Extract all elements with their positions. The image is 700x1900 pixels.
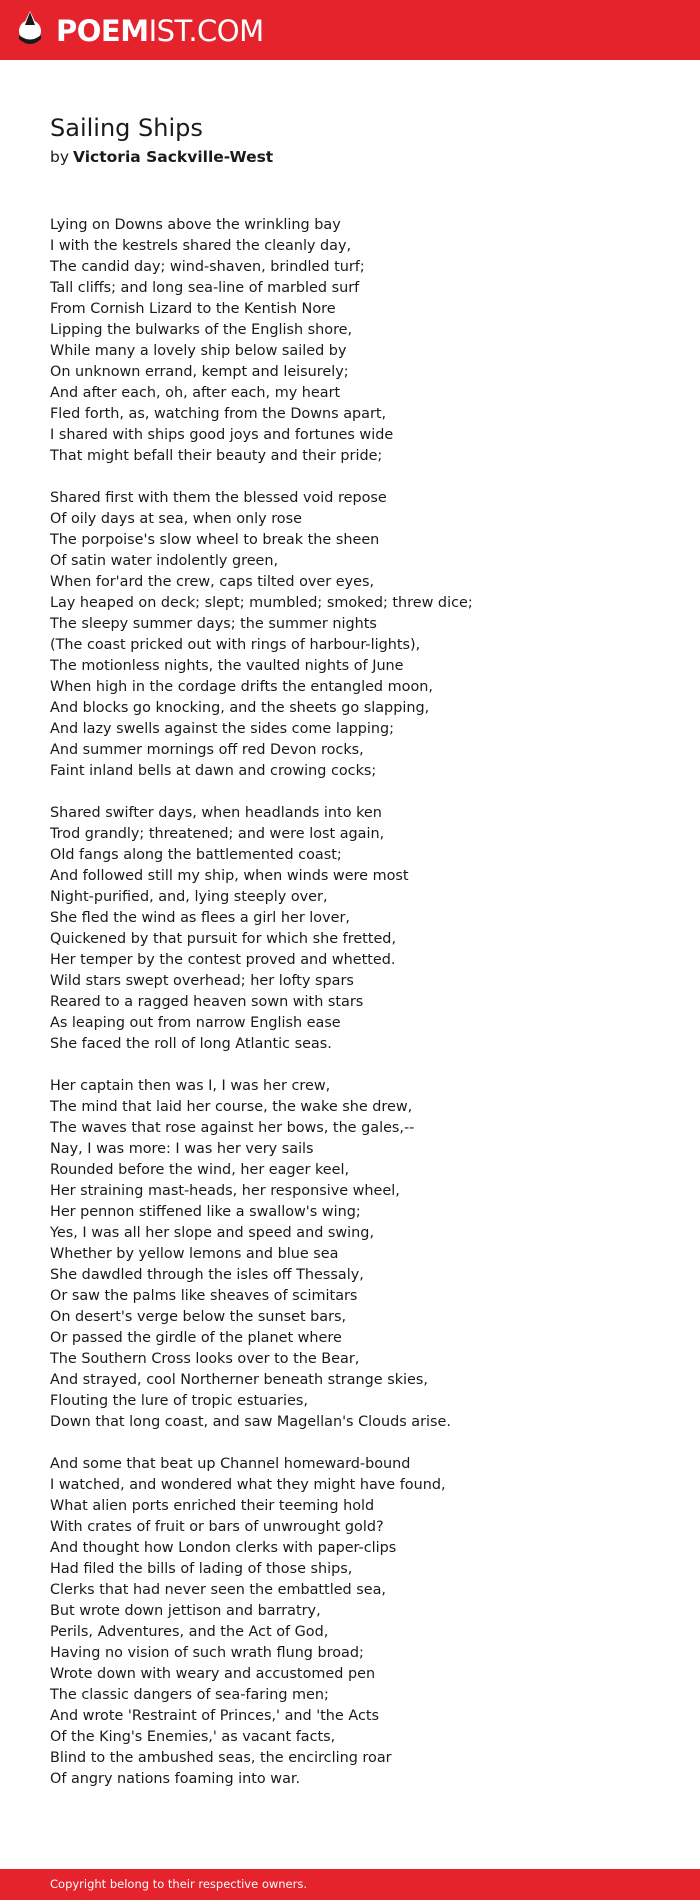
poem-line: The porpoise's slow wheel to break the sheen: [50, 532, 380, 548]
poem-line: Quickened by that pursuit for which she fretted,: [50, 931, 397, 947]
copyright-notice: Copyright belong to their respective owners.: [50, 1877, 308, 1891]
poem-line: And wrote 'Restraint of Princes,' and 'the Acts: [50, 1708, 380, 1724]
poem-line: And blocks go knocking, and the sheets go slapping,: [50, 700, 430, 716]
poem-line: The mind that laid her course, the wake she drew,: [50, 1099, 413, 1115]
poem-line: And lazy swells against the sides come lapping;: [50, 721, 395, 737]
site-header: [0, 0, 700, 60]
poem-line: I with the kestrels shared the cleanly day,: [50, 238, 352, 254]
poem-line: Night-purified, and, lying steeply over,: [50, 889, 328, 905]
poem-author[interactable]: Victoria Sackville-West: [73, 148, 274, 166]
poem-line: The motionless nights, the vaulted nights of June: [50, 658, 404, 674]
poem-line: Faint inland bells at dawn and crowing cocks;: [50, 763, 377, 779]
poem-line: With crates of fruit or bars of unwrought gold?: [50, 1519, 384, 1535]
poem-line: Clerks that had never seen the embattled sea,: [50, 1582, 387, 1598]
poem-line: (The coast pricked out with rings of harbour-lights),: [50, 637, 421, 653]
poem-line: Rounded before the wind, her eager keel,: [50, 1162, 350, 1178]
poem-line: And followed still my ship, when winds were most: [50, 868, 409, 884]
poem-line: What alien ports enriched their teeming hold: [50, 1498, 375, 1514]
poem-line: Whether by yellow lemons and blue sea: [50, 1246, 339, 1262]
poem-line: Reared to a ragged heaven sown with stars: [50, 994, 364, 1010]
poem-stanza: [50, 215, 670, 467]
site-footer: [0, 1869, 700, 1900]
poem-line: The sleepy summer days; the summer nights: [50, 616, 377, 632]
pencil-tip-icon: [18, 11, 42, 51]
poem-line: Her captain then was I, I was her crew,: [50, 1078, 331, 1094]
poem-title: Sailing Ships: [50, 114, 203, 142]
poem-line: On desert's verge below the sunset bars,: [50, 1309, 347, 1325]
poem-line: The Southern Cross looks over to the Bear,: [50, 1351, 360, 1367]
poem-line: Of the King's Enemies,' as vacant facts,: [50, 1729, 336, 1745]
site-logo[interactable]: [18, 11, 264, 51]
poem-line: Fled forth, as, watching from the Downs apart,: [50, 406, 387, 422]
poem-line: The candid day; wind-shaven, brindled turf;: [50, 259, 365, 275]
poem-line: Or saw the palms like sheaves of scimitars: [50, 1288, 358, 1304]
poem-line: Or passed the girdle of the planet where: [50, 1330, 342, 1346]
poem-line: Old fangs along the battlemented coast;: [50, 847, 342, 863]
poem-line: Of oily days at sea, when only rose: [50, 511, 302, 527]
poem-line: Her pennon stiffened like a swallow's wing;: [50, 1204, 361, 1220]
poem-byline: [50, 146, 670, 168]
poem-line: Had filed the bills of lading of those ships,: [50, 1561, 353, 1577]
poem-line: Of angry nations foaming into war.: [50, 1771, 301, 1787]
poem-line: But wrote down jettison and barratry,: [50, 1603, 321, 1619]
brand-name: [56, 11, 264, 51]
poem-line: And after each, oh, after each, my heart: [50, 385, 341, 401]
poem-line: Lay heaped on deck; slept; mumbled; smoked; threw dice;: [50, 595, 473, 611]
poem-line: The waves that rose against her bows, the gales,--: [50, 1120, 415, 1136]
poem-line: Of satin water indolently green,: [50, 553, 279, 569]
poem-line: Her straining mast-heads, her responsive wheel,: [50, 1183, 400, 1199]
poem-line: While many a lovely ship below sailed by: [50, 343, 347, 359]
poem-body: [50, 215, 670, 1790]
poem-line: And some that beat up Channel homeward-bound: [50, 1456, 411, 1472]
poem-line: Nay, I was more: I was her very sails: [50, 1141, 314, 1157]
poem-line: Tall cliffs; and long sea-line of marbled surf: [50, 280, 360, 296]
poem-line: Lipping the bulwarks of the English shore,: [50, 322, 353, 338]
poem-line: Shared first with them the blessed void repose: [50, 490, 387, 506]
poem-line: And strayed, cool Northerner beneath strange skies,: [50, 1372, 428, 1388]
poem-stanza: [50, 1076, 670, 1433]
poem-line: From Cornish Lizard to the Kentish Nore: [50, 301, 336, 317]
poem-line: She faced the roll of long Atlantic seas.: [50, 1036, 332, 1052]
poem-line: And summer mornings off red Devon rocks,: [50, 742, 364, 758]
poem-line: And thought how London clerks with paper-clips: [50, 1540, 397, 1556]
poem-line: Wild stars swept overhead; her lofty spars: [50, 973, 354, 989]
poem-line: The classic dangers of sea-faring men;: [50, 1687, 329, 1703]
poem-line: When high in the cordage drifts the entangled moon,: [50, 679, 433, 695]
poem-line: That might befall their beauty and their pride;: [50, 448, 383, 464]
poem-line: Her temper by the contest proved and whetted.: [50, 952, 396, 968]
poem-content: [50, 113, 670, 1811]
poem-stanza: [50, 488, 670, 782]
poem-line: Yes, I was all her slope and speed and swing,: [50, 1225, 375, 1241]
brand-name-bold: POEM: [56, 14, 149, 48]
poem-line: I shared with ships good joys and fortunes wide: [50, 427, 394, 443]
poem-line: Shared swifter days, when headlands into ken: [50, 805, 382, 821]
poem-line: Perils, Adventures, and the Act of God,: [50, 1624, 329, 1640]
poem-line: Blind to the ambushed seas, the encircling roar: [50, 1750, 392, 1766]
by-label: by: [50, 148, 70, 166]
poem-stanza: [50, 803, 670, 1055]
poem-line: When for'ard the crew, caps tilted over eyes,: [50, 574, 375, 590]
poem-line: Having no vision of such wrath flung broad;: [50, 1645, 364, 1661]
poem-line: On unknown errand, kempt and leisurely;: [50, 364, 349, 380]
poem-stanza: [50, 1454, 670, 1790]
poem-line: She dawdled through the isles off Thessaly,: [50, 1267, 364, 1283]
poem-line: She fled the wind as flees a girl her lover,: [50, 910, 350, 926]
poem-line: As leaping out from narrow English ease: [50, 1015, 341, 1031]
poem-line: I watched, and wondered what they might have found,: [50, 1477, 446, 1493]
poem-line: Down that long coast, and saw Magellan's Clouds arise.: [50, 1414, 451, 1430]
poem-line: Wrote down with weary and accustomed pen: [50, 1666, 376, 1682]
poem-line: Flouting the lure of tropic estuaries,: [50, 1393, 308, 1409]
poem-line: Lying on Downs above the wrinkling bay: [50, 217, 341, 233]
brand-name-light: IST.COM: [148, 14, 264, 48]
poem-line: Trod grandly; threatened; and were lost again,: [50, 826, 385, 842]
